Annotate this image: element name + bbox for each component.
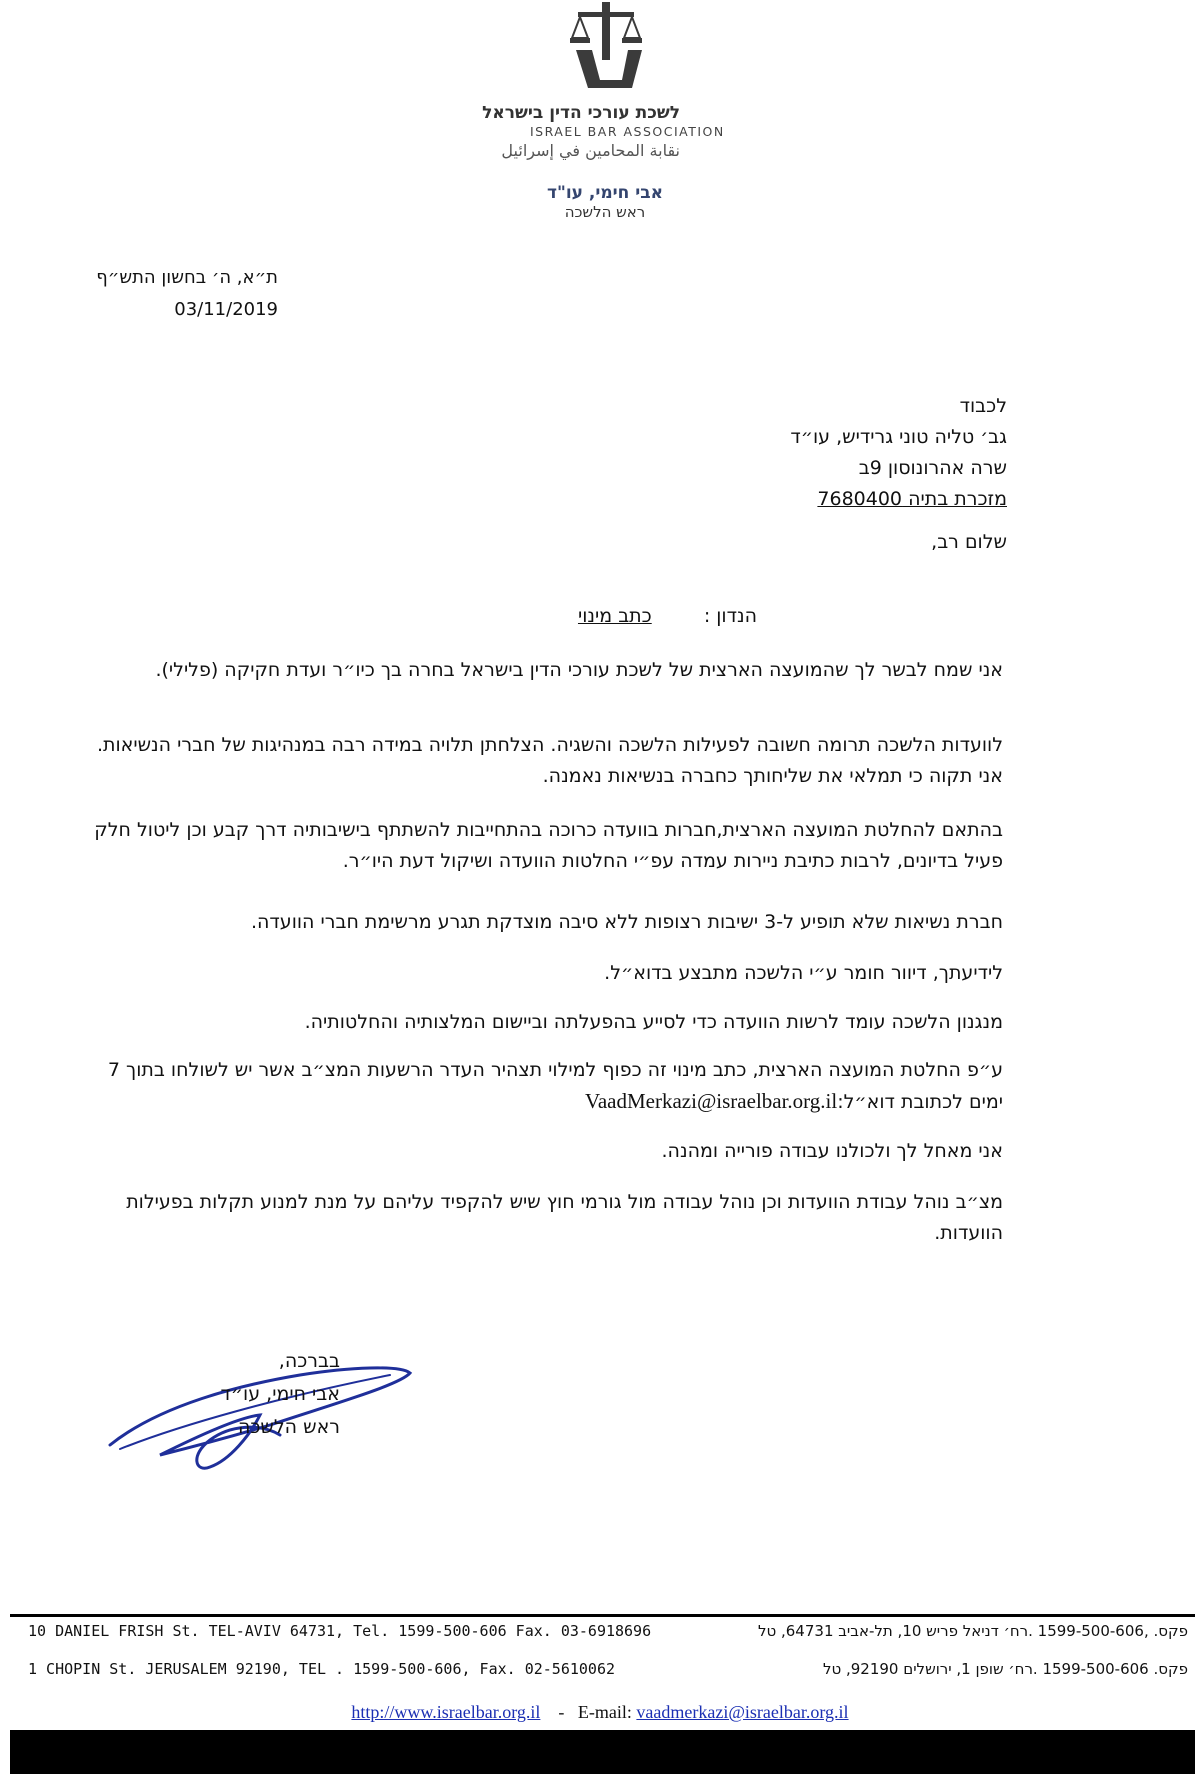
paragraph-9: מצ״ב נוהל עבודת הוועדות וכן נוהל עבודה מול גורמי חוץ שיש להקפיד עליהם על מנת למנוע תקלות בפעילות הוועדות.: [126, 1191, 1003, 1244]
scales-of-justice-icon: [530, 0, 680, 100]
email-label: E-mail:: [577, 1702, 632, 1722]
paragraph-2: לוועדות הלשכה תרומה חשובה לפעילות הלשכה והשגיה. הצלחתן תלויה במידה רבה במנהיגות של חברי הנשיאות. אני תקוה כי תמלאי את שליחותך כחברה בנשיאות נאמנה.: [96, 734, 1003, 787]
logo-org-arabic: نقابة المحامين في إسرائيل: [501, 141, 680, 160]
date-block: [58, 262, 278, 326]
paragraph-7-text: ע״פ החלטת המועצה הארצית, כתב מינוי זה כפוף למילוי תצהיר העדר הרשעות המצ״ב אשר יש לשולחו בתוך 7 ימים לכתובת דוא״ל:: [107, 1059, 1003, 1113]
paragraph-1: אני שמח לבשר לך שהמועצה הארצית של לשכת עורכי הדין בישראל בחרה בך כיו״ר ועדת חקיקה (פלילי).: [155, 659, 1003, 681]
recipient-street: שרה אהרונוסון 9ב: [858, 457, 1007, 479]
recipient-salutation: לכבוד: [959, 395, 1007, 417]
logo-org-hebrew: לשכת עורכי הדין בישראל: [482, 103, 680, 123]
paragraph-7: [68, 1055, 1003, 1118]
greeting: שלום רב,: [931, 531, 1007, 553]
subject-value: כתב מינוי: [577, 605, 652, 627]
closing-title: ראש הלשכה: [237, 1416, 340, 1438]
footer-tel-aviv-en: 10 DANIEL FRISH St. TEL-AVIV 64731, Tel. 1599-500-606 Fax. 03-6918696: [28, 1622, 652, 1640]
paragraph-8: אני מאחל לך ולכולנו עבודה פורייה ומהנה.: [661, 1140, 1003, 1162]
footer-separator: -: [558, 1702, 565, 1722]
recipient-name: גב׳ טליה טוני גרידיש, עו״ד: [790, 426, 1007, 448]
footer-jerusalem-he: פקס. 1599-500-606 .רח׳ שופן 1, ירושלים 92190, טל: [822, 1660, 1188, 1678]
subject-label: הנדון :: [703, 605, 757, 627]
website-link[interactable]: http://www.israelbar.org.il: [351, 1702, 541, 1722]
footer-black-bar: [10, 1730, 1195, 1774]
footer-jerusalem-en: 1 CHOPIN St. JERUSALEM 92190, TEL . 1599-500-606, Fax. 02-5610062: [28, 1660, 615, 1678]
closing-name: אבי חימי, עו״ד: [220, 1383, 340, 1405]
paragraph-5: לידיעתך, דיוור חומר ע״י הלשכה מתבצע בדוא״ל.: [604, 962, 1003, 984]
date-hebrew: ת״א, ה׳ בחשון התש״ף: [96, 267, 278, 288]
paragraph-7-email[interactable]: VaadMerkazi@israelbar.org.il: [585, 1089, 838, 1113]
footer-links: [0, 1702, 1200, 1723]
date-gregorian: 03/11/2019: [174, 299, 278, 320]
closing-block: [200, 1345, 340, 1444]
recipient-city: מזכרת בתיה 7680400: [817, 488, 1007, 510]
paragraph-6: מנגנון הלשכה עומד לרשות הוועדה כדי לסייע בהפעלתה וביישום המלצותיה והחלטותיה.: [304, 1011, 1003, 1033]
footer-tel-aviv-he: פקס. ,1599-500-606 .רח׳ דניאל פריש 10, תל-אביב 64731, טל: [757, 1622, 1188, 1640]
paragraph-3: בהתאם להחלטת המועצה הארצית,חברות בוועדה כרוכה בהתחייבות להשתתף בישיבותיה דרך קבע וכן ליטול חלק פעיל בדיונים, לרבות כתיבת ניירות עמדה עפ״י החלטות הוועדה ושיקול דעת היו״ר.: [94, 819, 1003, 872]
president-title: ראש הלשכה: [564, 203, 646, 221]
footer-divider: [10, 1614, 1195, 1617]
email-link[interactable]: vaadmerkazi@israelbar.org.il: [636, 1702, 849, 1722]
closing-sign-off: בברכה,: [278, 1350, 340, 1372]
recipient-address: [607, 391, 1007, 515]
paragraph-4: חברת נשיאות שלא תופיע ל-3 ישיבות רצופות ללא סיבה מוצדקת תגרע מרשימת חברי הוועדה.: [250, 911, 1003, 933]
letterhead-logo: [482, 0, 725, 221]
president-name: אבי חימי, עו"ד: [546, 183, 664, 203]
subject-line: [357, 601, 757, 632]
logo-org-english: ISRAEL BAR ASSOCIATION: [530, 124, 725, 139]
